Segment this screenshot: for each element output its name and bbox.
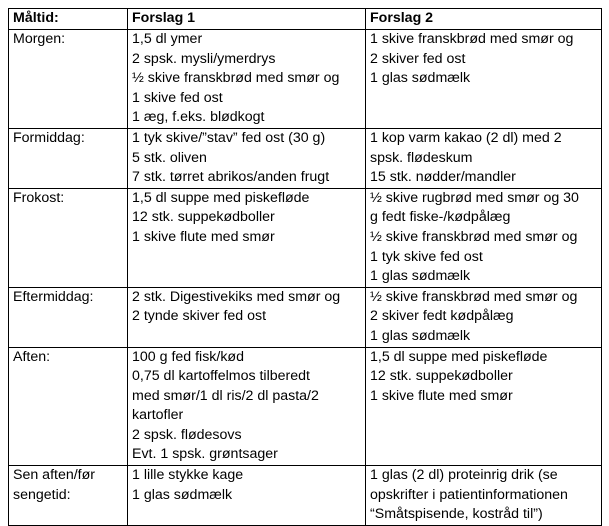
cell-line: 12 stk. suppekødboller <box>132 209 275 226</box>
cell-line: 2 spsk. mysli/ymerdrys <box>132 50 276 67</box>
forslag-2-cell <box>366 188 602 287</box>
cell-line: 2 skiver fedt kødpålæg <box>370 308 514 325</box>
cell-line: Sen aften/før <box>13 467 96 484</box>
meal-cell <box>9 347 128 466</box>
cell-line: 12 stk. suppekødboller <box>370 368 513 385</box>
forslag-2-cell <box>366 128 602 188</box>
cell-line: Aften: <box>13 348 51 365</box>
cell-line: 15 stk. nødder/mandler <box>370 169 516 186</box>
forslag-2-cell <box>366 287 602 347</box>
cell-line: Frokost: <box>13 189 65 206</box>
meal-cell <box>9 128 128 188</box>
header-meal: Måltid: <box>9 9 128 30</box>
table-row <box>9 287 602 347</box>
forslag-1-cell <box>128 347 366 466</box>
cell-line: Formiddag: <box>13 129 85 146</box>
meal-cell <box>9 466 128 526</box>
cell-line: ½ skive rugbrød med smør og 30 <box>370 189 579 206</box>
cell-line: 1 glas (2 dl) proteinrig drik (se <box>370 467 558 484</box>
cell-line: Evt. 1 spsk. grøntsager <box>132 446 278 463</box>
cell-line: spsk. flødeskum <box>370 149 473 166</box>
cell-line: Eftermiddag: <box>13 288 94 305</box>
cell-line: 2 spsk. flødesovs <box>132 426 242 443</box>
cell-line: 2 tynde skiver fed ost <box>132 308 267 325</box>
forslag-1-cell <box>128 30 366 129</box>
cell-line: 1 glas sødmælk <box>370 327 471 344</box>
cell-line: “Småtspisende, kostråd til”) <box>370 506 543 523</box>
table-row <box>9 188 602 287</box>
header-forslag-1: Forslag 1 <box>128 9 366 30</box>
forslag-1-cell <box>128 188 366 287</box>
cell-line: kartofler <box>132 407 184 424</box>
cell-line: g fedt fiske-/kødpålæg <box>370 209 511 226</box>
cell-line: 1 glas sødmælk <box>370 268 471 285</box>
forslag-1-cell <box>128 466 366 526</box>
cell-line: 1 kop varm kakao (2 dl) med 2 <box>370 129 562 146</box>
cell-line: 1 skive franskbrød med smør og <box>370 31 574 47</box>
meal-cell <box>9 188 128 287</box>
cell-line: 1 skive flute med smør <box>370 387 513 404</box>
cell-line: 1,5 dl suppe med piskefløde <box>370 348 548 365</box>
cell-line: ½ skive franskbrød med smør og <box>132 70 340 87</box>
cell-line: 5 stk. oliven <box>132 149 207 166</box>
cell-line: 1 lille stykke kage <box>132 467 244 484</box>
table-row <box>9 30 602 129</box>
cell-line: 0,75 dl kartoffelmos tilberedt <box>132 368 310 385</box>
cell-line: 1 tyk skive fed ost <box>370 248 483 265</box>
cell-line: 1 glas sødmælk <box>132 486 233 503</box>
cell-line: ½ skive franskbrød med smør og <box>370 228 578 245</box>
cell-line: ½ skive franskbrød med smør og <box>370 288 578 305</box>
cell-line: 1 skive flute med smør <box>132 228 275 245</box>
cell-line: 1 skive fed ost <box>132 89 223 106</box>
meal-plan-table <box>8 8 602 526</box>
table-row <box>9 128 602 188</box>
cell-line: 2 skiver fed ost <box>370 50 466 67</box>
forslag-1-cell <box>128 287 366 347</box>
meal-cell <box>9 287 128 347</box>
cell-line: 1,5 dl suppe med piskefløde <box>132 189 310 206</box>
header-row <box>9 9 602 30</box>
forslag-1-cell <box>128 128 366 188</box>
forslag-2-cell <box>366 466 602 526</box>
cell-line: opskrifter i patientinformationen <box>370 486 568 503</box>
header-forslag-2: Forslag 2 <box>366 9 602 30</box>
meal-cell <box>9 30 128 129</box>
table-row <box>9 466 602 526</box>
cell-line: 1 tyk skive/”stav” fed ost (30 g) <box>132 129 326 146</box>
cell-line: 1 æg, f.eks. blødkogt <box>132 109 265 126</box>
cell-line: sengetid: <box>13 486 71 503</box>
table-row <box>9 347 602 466</box>
cell-line: 1,5 dl ymer <box>132 31 203 47</box>
cell-line: Morgen: <box>13 31 66 47</box>
cell-line: 100 g fed fisk/kød <box>132 348 244 365</box>
cell-line: 1 glas sødmælk <box>370 70 471 87</box>
forslag-2-cell <box>366 30 602 129</box>
forslag-2-cell <box>366 347 602 466</box>
cell-line: 2 stk. Digestivekiks med smør og <box>132 288 341 305</box>
cell-line: med smør/1 dl ris/2 dl pasta/2 <box>132 387 319 404</box>
table-body <box>9 30 602 526</box>
cell-line: 7 stk. tørret abrikos/anden frugt <box>132 169 330 186</box>
